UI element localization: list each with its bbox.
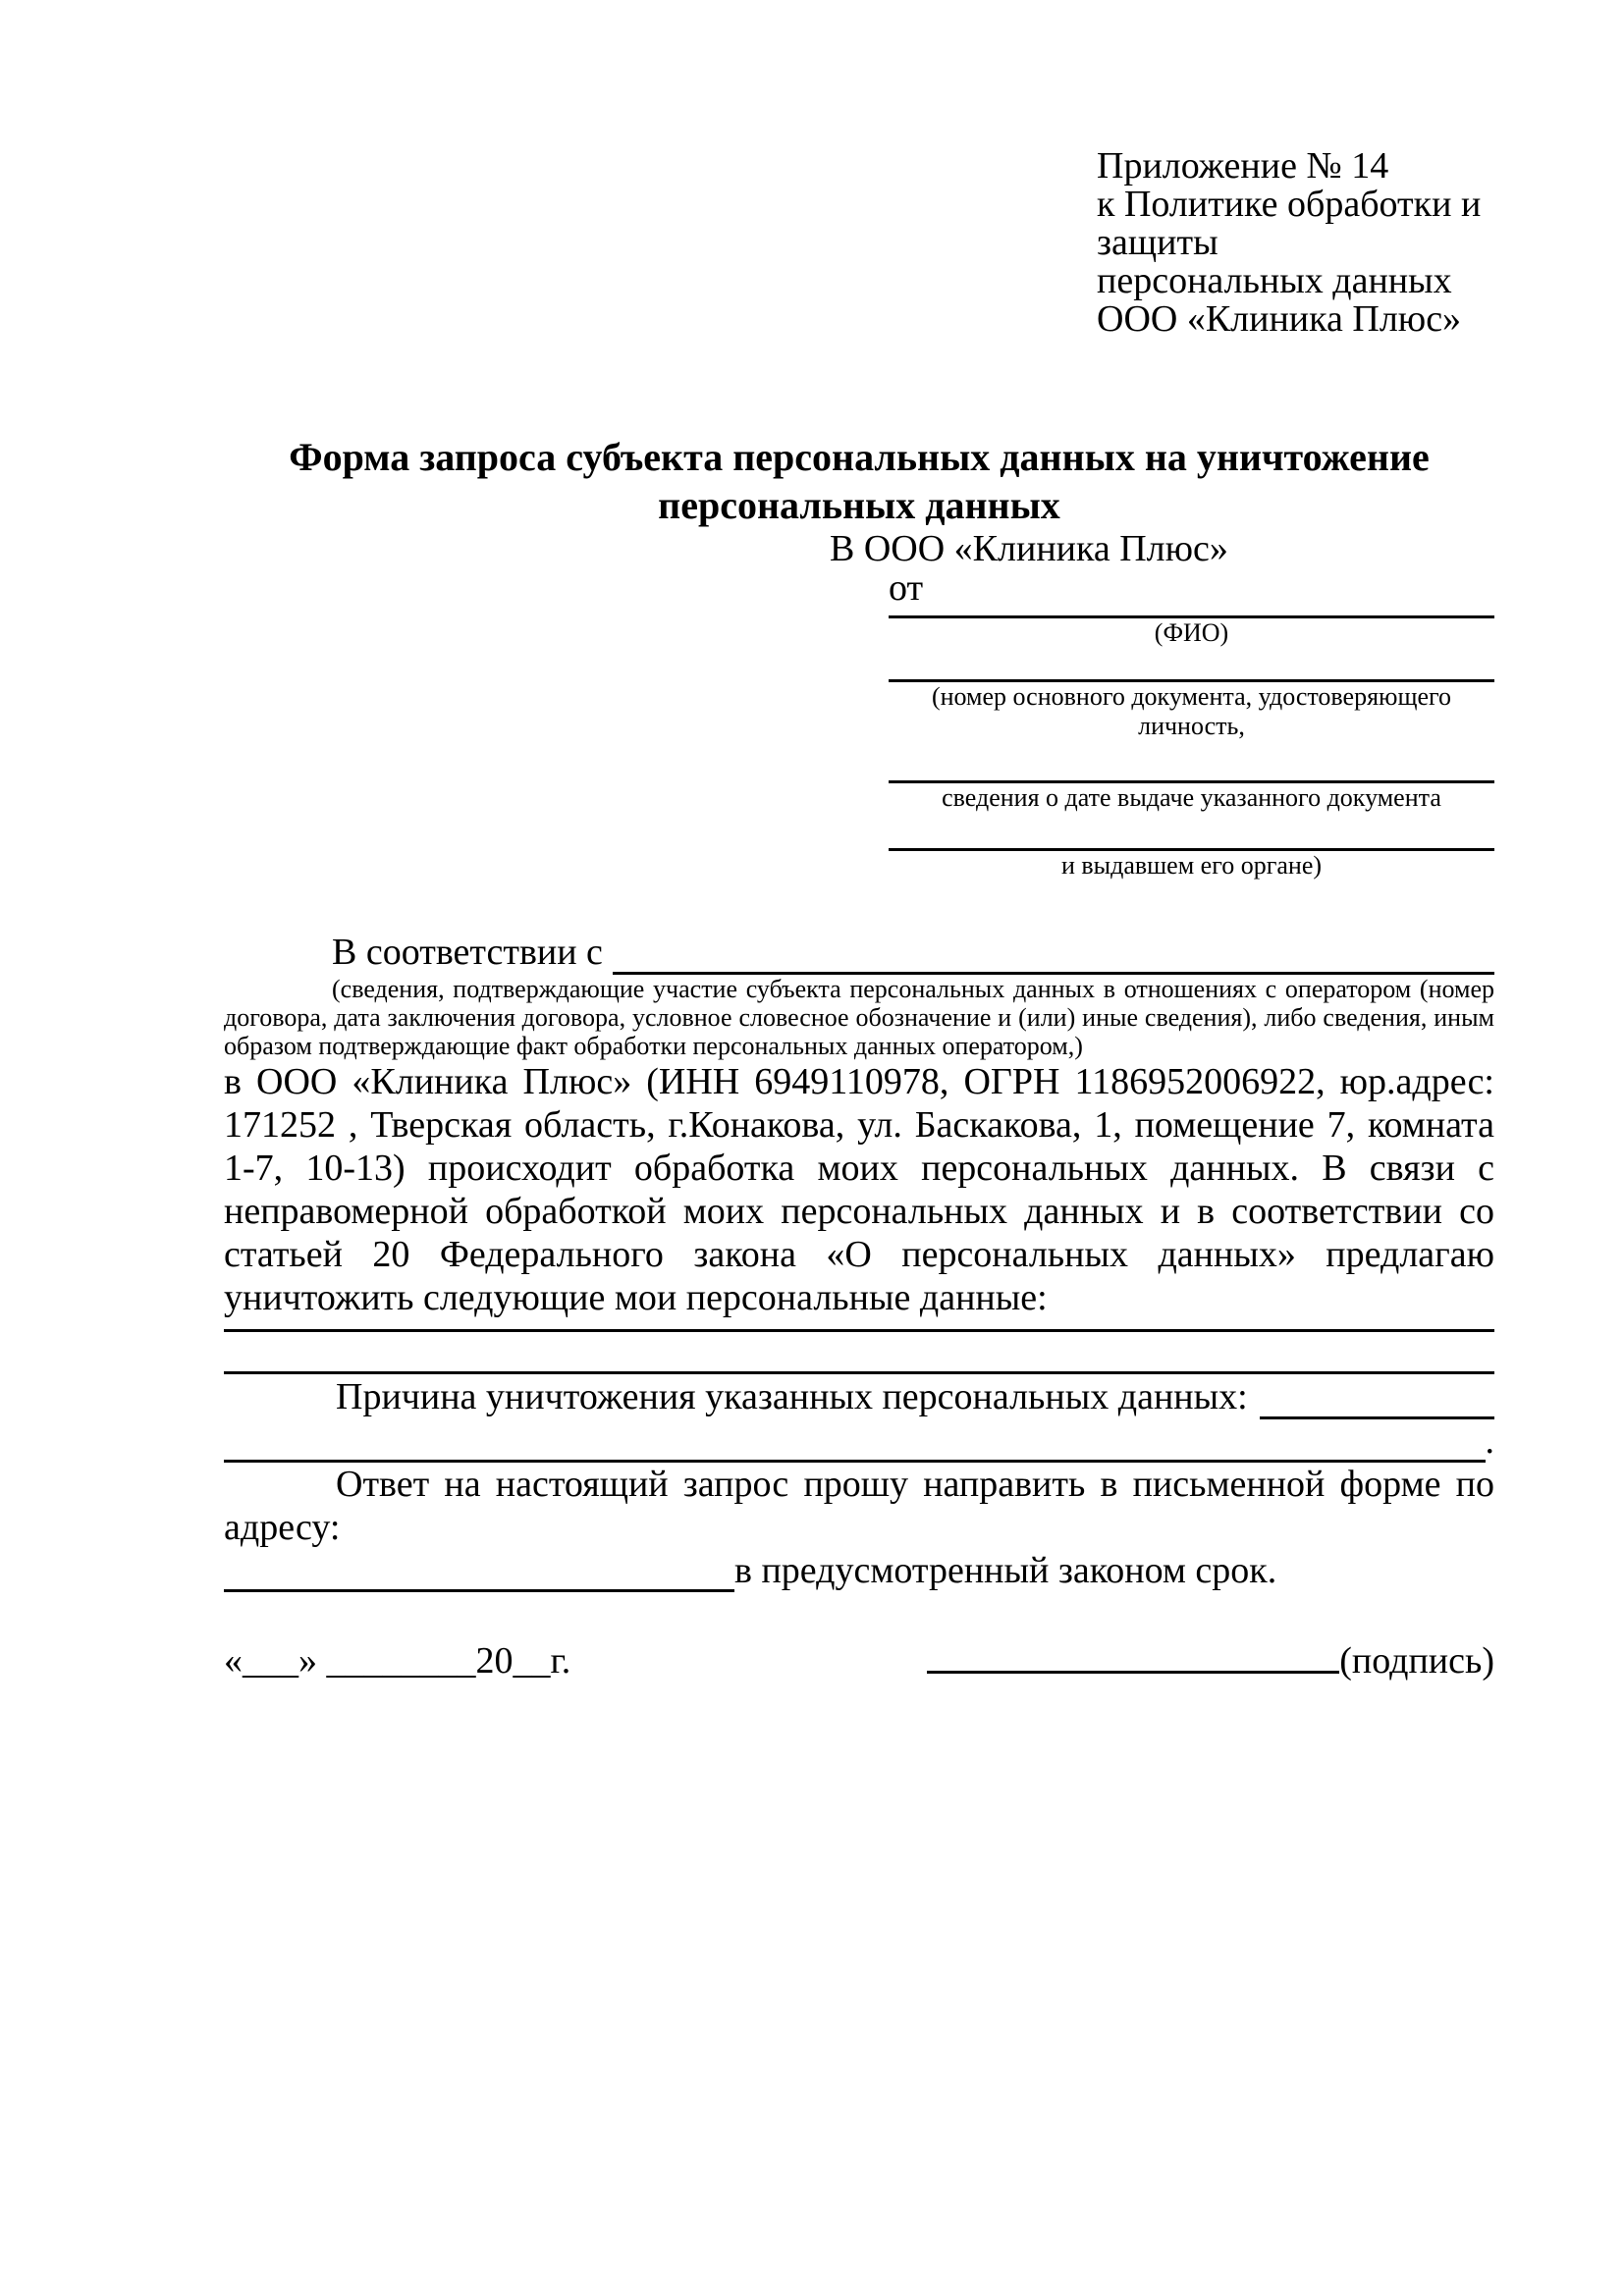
document-title-line-1: Форма запроса субъекта персональных данных на уничтожение [289,435,1430,479]
identity-document-blank-line[interactable] [889,648,1494,682]
accordance-row [224,930,1494,975]
issue-date-blank-line[interactable] [889,741,1494,783]
reason-row [224,1374,1494,1419]
issuing-authority-blank-line[interactable] [889,813,1494,851]
addressee-organization: В ООО «Клиника Плюс» [830,528,1228,569]
fio-field [889,608,1494,648]
appendix-header [1097,147,1494,339]
signature-row [224,1639,1494,1682]
accordance-note: (сведения, подтверждающие участие субъекта персональных данных в отношениях с оператором (номер договора, дата заключения договора, условное словесное обозначение и (или) иные сведения), либо сведения, иным образом подтверждающие факт обработки персональных данных оператором,) [224,975,1494,1060]
identity-document-caption: (номер основного документа, удостоверяющего личность, [931,682,1452,740]
date-blank[interactable]: «___» ________20__г. [224,1640,571,1682]
document-title-line-2: персональных данных [658,483,1060,527]
document-title [224,433,1494,529]
accordance-label: В соответствии с [332,932,603,973]
appendix-policy-line: к Политике обработки и защиты [1097,184,1482,263]
reason-blank-line[interactable] [1260,1374,1494,1419]
issue-date-caption: сведения о дате выдаче указанного документа [942,783,1441,812]
signature-area [927,1639,1494,1682]
reason-continuation-row [224,1419,1494,1463]
applicant-fields [889,608,1494,881]
appendix-organization: ООО «Клиника Плюс» [1097,298,1462,340]
reason-label: Причина уничтожения указанных персональных данных: [336,1376,1248,1417]
issuing-authority-field [889,813,1494,881]
issuing-authority-caption: и выдавшем его органе) [1060,851,1323,880]
signature-caption: (подпись) [1339,1640,1494,1682]
appendix-number: Приложение № 14 [1097,145,1389,187]
personal-data-blank-line-2[interactable] [224,1332,1494,1374]
issue-date-field [889,741,1494,813]
from-label: от [889,567,924,609]
address-blank-line[interactable] [224,1549,734,1592]
response-address-row [224,1549,1494,1592]
response-request-line: Ответ на настоящий запрос прошу направить в письменной форме по адресу: [224,1464,1494,1548]
body-paragraph: в ООО «Клиника Плюс» (ИНН 6949110978, ОГРН 1186952006922, юр.адрес: 171252 , Тверская область, г.Конакова, ул. Баскакова, 1, помещение 7, комната 1-7, 10-13) происходит обработка моих персональных данных. В связи с неправомерной обработкой моих персональных данных и в соответствии со статьей 20 Федерального закона «О персональных данных» предлагаю уничтожить следующие мои персональные данные: [224,1061,1494,1318]
identity-document-field [889,648,1494,741]
personal-data-blank-line-1[interactable] [224,1325,1494,1332]
fio-blank-line[interactable] [889,608,1494,618]
appendix-policy-line-2: персональных данных [1097,260,1452,301]
fio-caption: (ФИО) [1154,618,1229,647]
accordance-blank-line[interactable] [613,930,1494,975]
response-suffix: в предусмотренный законом срок. [734,1550,1277,1591]
reason-line-terminator: . [1485,1420,1494,1462]
reason-blank-line-2[interactable] [224,1419,1486,1463]
signature-blank-line[interactable] [927,1671,1339,1674]
